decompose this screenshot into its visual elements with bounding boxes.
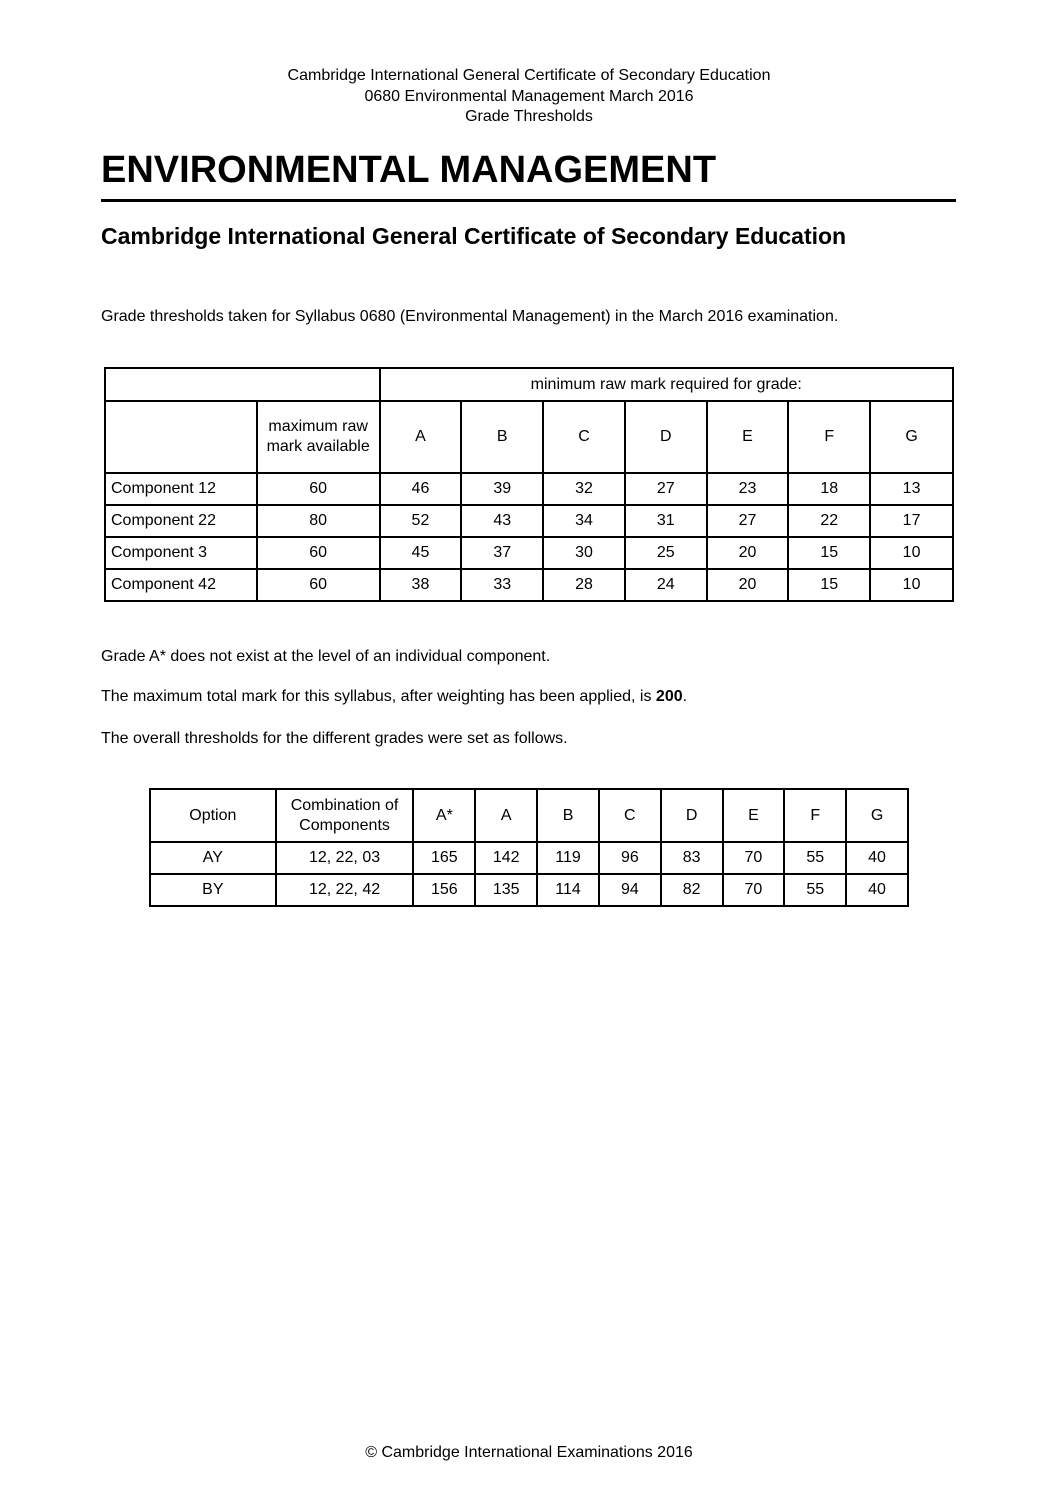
grade-mark: 10 — [870, 537, 953, 569]
grade-mark: 40 — [846, 842, 908, 874]
combination-cell: 12, 22, 03 — [276, 842, 414, 874]
component-name: Component 22 — [105, 505, 257, 537]
grade-mark: 156 — [413, 874, 475, 906]
grade-mark: 34 — [543, 505, 625, 537]
grade-header: G — [870, 401, 953, 473]
table-row — [105, 505, 953, 537]
grade-mark: 94 — [599, 874, 661, 906]
grade-mark: 70 — [723, 842, 785, 874]
option-header: Option — [150, 789, 276, 842]
grade-mark: 135 — [475, 874, 537, 906]
max-mark: 60 — [257, 473, 380, 505]
document-header — [0, 66, 1058, 128]
grade-mark: 18 — [788, 473, 870, 505]
grade-mark: 43 — [461, 505, 543, 537]
table-row — [105, 569, 953, 601]
grade-mark: 31 — [625, 505, 707, 537]
grade-mark: 27 — [625, 473, 707, 505]
grade-mark: 15 — [788, 569, 870, 601]
header-line-1: Cambridge International General Certificate of Secondary Education — [287, 67, 771, 84]
grade-mark: 37 — [461, 537, 543, 569]
grade-header: F — [784, 789, 846, 842]
grade-header: C — [599, 789, 661, 842]
combination-header: Combination of Components — [276, 789, 414, 842]
page-title: ENVIRONMENTAL MANAGEMENT — [101, 149, 717, 191]
component-name: Component 3 — [105, 537, 257, 569]
grade-mark: 142 — [475, 842, 537, 874]
max-total-note — [101, 687, 687, 707]
option-cell: AY — [150, 842, 276, 874]
grade-mark: 13 — [870, 473, 953, 505]
grade-mark: 82 — [661, 874, 723, 906]
header-line-2: 0680 Environmental Management March 2016 — [364, 87, 694, 105]
overall-note: The overall thresholds for the different grades were set as follows. — [101, 730, 568, 747]
grade-mark: 83 — [661, 842, 723, 874]
component-name: Component 12 — [105, 473, 257, 505]
grade-mark: 30 — [543, 537, 625, 569]
title-divider — [101, 199, 956, 202]
grade-mark: 20 — [707, 569, 789, 601]
component-thresholds-table — [104, 367, 954, 602]
grade-mark: 22 — [788, 505, 870, 537]
intro-text: Grade thresholds taken for Syllabus 0680 (Environmental Management) in the March 2016 examination. — [101, 308, 839, 325]
overall-thresholds-table — [149, 788, 909, 907]
page-subtitle: Cambridge International General Certificate of Secondary Education — [101, 223, 847, 249]
grade-header: G — [846, 789, 908, 842]
option-cell: BY — [150, 874, 276, 906]
table-row — [150, 842, 908, 874]
max-mark-header: maximum raw mark available — [257, 401, 380, 473]
grade-header: B — [461, 401, 543, 473]
grade-mark: 23 — [707, 473, 789, 505]
grade-header: E — [723, 789, 785, 842]
max-mark: 60 — [257, 537, 380, 569]
table-row — [105, 473, 953, 505]
blank-header-cell — [105, 368, 380, 401]
grade-mark: 52 — [380, 505, 462, 537]
grade-header: D — [661, 789, 723, 842]
grade-header: B — [537, 789, 599, 842]
table-row — [150, 874, 908, 906]
max-total-value: 200 — [655, 688, 683, 705]
a-star-note: Grade A* does not exist at the level of an individual component. — [101, 648, 551, 665]
header-line-3: Grade Thresholds — [465, 108, 593, 125]
grade-mark: 25 — [625, 537, 707, 569]
grade-mark: 17 — [870, 505, 953, 537]
grade-mark: 10 — [870, 569, 953, 601]
grade-header: F — [788, 401, 870, 473]
grade-mark: 27 — [707, 505, 789, 537]
grade-header: C — [543, 401, 625, 473]
max-total-prefix: The maximum total mark for this syllabus, after weighting has been applied, is — [101, 688, 656, 705]
grade-mark: 55 — [784, 874, 846, 906]
grade-mark: 55 — [784, 842, 846, 874]
grade-mark: 39 — [461, 473, 543, 505]
grade-header: D — [625, 401, 707, 473]
grade-mark: 32 — [543, 473, 625, 505]
combination-cell: 12, 22, 42 — [276, 874, 414, 906]
grade-mark: 38 — [380, 569, 462, 601]
grade-mark: 15 — [788, 537, 870, 569]
component-name: Component 42 — [105, 569, 257, 601]
grade-header: A* — [413, 789, 475, 842]
grade-mark: 20 — [707, 537, 789, 569]
grade-header: A — [380, 401, 462, 473]
grade-mark: 70 — [723, 874, 785, 906]
copyright-footer: © Cambridge International Examinations 2016 — [365, 1444, 693, 1461]
grade-mark: 45 — [380, 537, 462, 569]
max-mark: 80 — [257, 505, 380, 537]
grade-mark: 114 — [537, 874, 599, 906]
grade-mark: 33 — [461, 569, 543, 601]
grade-mark: 165 — [413, 842, 475, 874]
grade-mark: 96 — [599, 842, 661, 874]
grade-header: E — [707, 401, 789, 473]
blank-header-cell — [105, 401, 257, 473]
table-row — [105, 537, 953, 569]
grade-mark: 46 — [380, 473, 462, 505]
max-mark: 60 — [257, 569, 380, 601]
grade-header: A — [475, 789, 537, 842]
max-total-suffix: . — [682, 688, 688, 705]
grade-mark: 40 — [846, 874, 908, 906]
grade-mark: 24 — [625, 569, 707, 601]
grade-mark: 119 — [537, 842, 599, 874]
grade-mark: 28 — [543, 569, 625, 601]
group-header: minimum raw mark required for grade: — [380, 368, 953, 401]
